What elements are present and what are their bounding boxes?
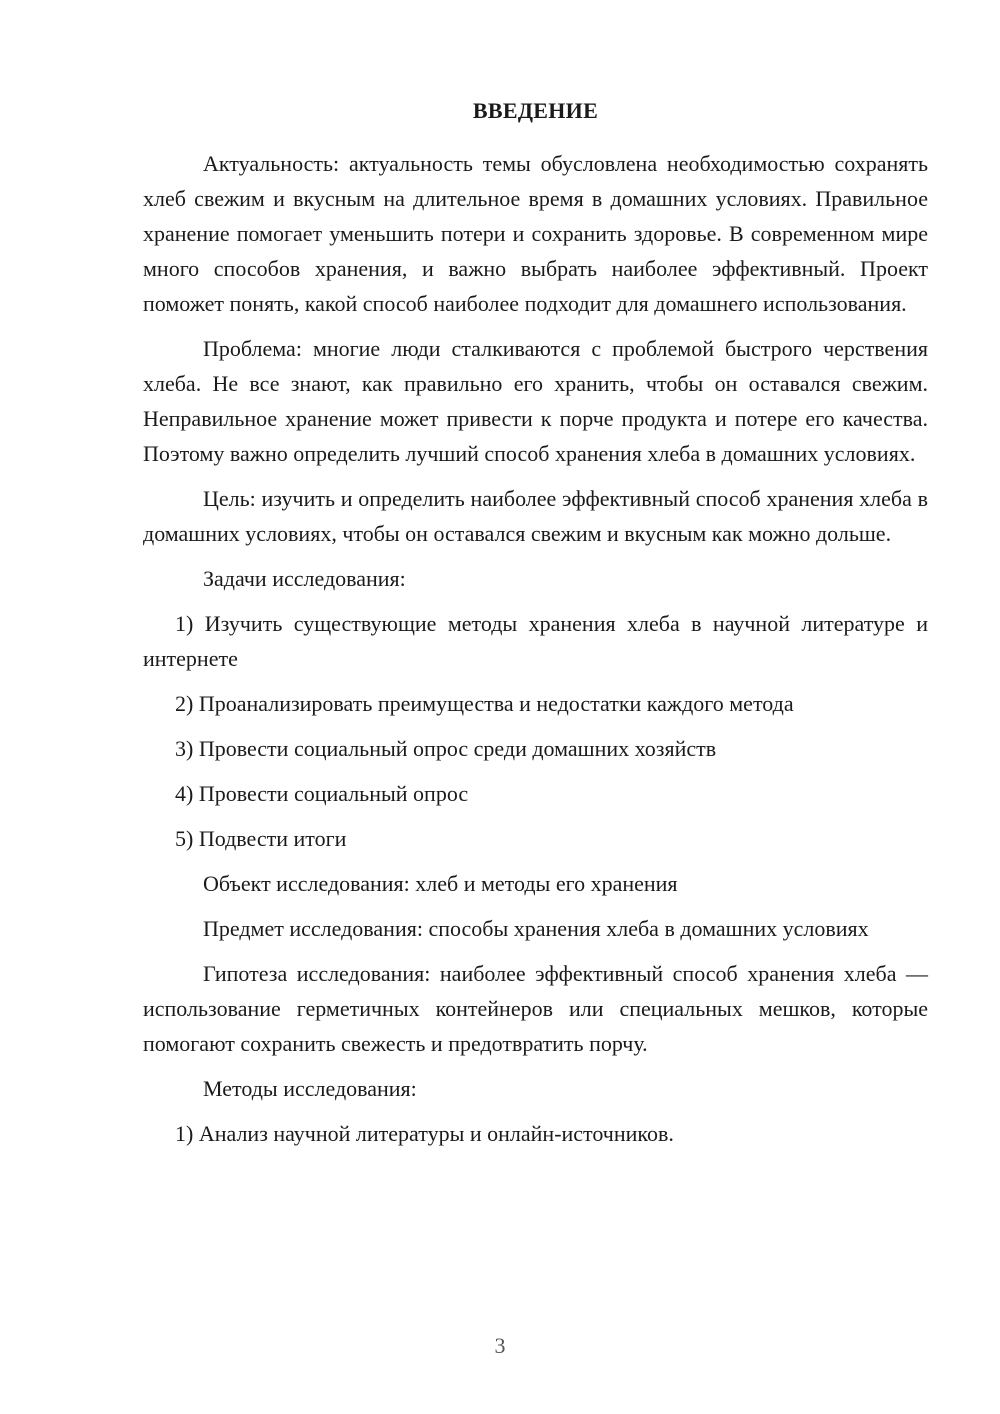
paragraph-problem: Проблема: многие люди сталкиваются с проблемой быстрого черствения хлеба. Не все знают, как правильно его хранить, чтобы он оставался свежим. Неправильное хранение может привести к порче продукта и потере его качества. Поэтому важно определить лучший способ хранения хлеба в домашних условиях. bbox=[143, 336, 928, 466]
document-page bbox=[143, 96, 928, 1151]
page-number: 3 bbox=[494, 1333, 506, 1358]
task-item-4: 4) Провести социальный опрос bbox=[175, 781, 469, 806]
tasks-heading: Задачи исследования: bbox=[203, 566, 406, 591]
methods-heading: Методы исследования: bbox=[203, 1076, 417, 1101]
task-item-3: 3) Провести социальный опрос среди домашних хозяйств bbox=[175, 736, 717, 761]
task-item-2: 2) Проанализировать преимущества и недостатки каждого метода bbox=[175, 691, 794, 716]
section-title: ВВЕДЕНИЕ bbox=[472, 98, 599, 123]
task-item-5: 5) Подвести итоги bbox=[175, 826, 347, 851]
paragraph-hypothesis: Гипотеза исследования: наиболее эффективный способ хранения хлеба — использование герметичных контейнеров или специальных мешков, которые помогают сохранить свежесть и предотвратить порчу. bbox=[143, 961, 928, 1056]
paragraph-relevance: Актуальность: актуальность темы обусловлена необходимостью сохранять хлеб свежим и вкусным на длительное время в домашних условиях. Правильное хранение помогает уменьшить потери и сохранить здоровье. В современном мире много способов хранения, и важно выбрать наиболее эффективный. Проект поможет понять, какой способ наиболее подходит для домашнего использования. bbox=[143, 151, 928, 316]
paragraph-subject: Предмет исследования: способы хранения хлеба в домашних условиях bbox=[203, 916, 869, 941]
method-item-1: 1) Анализ научной литературы и онлайн-источников. bbox=[175, 1121, 674, 1146]
task-item-1: 1) Изучить существующие методы хранения хлеба в научной литературе и интернете bbox=[143, 611, 928, 671]
paragraph-goal: Цель: изучить и определить наиболее эффективный способ хранения хлеба в домашних условиях, чтобы он оставался свежим и вкусным как можно дольше. bbox=[143, 486, 928, 546]
paragraph-object: Объект исследования: хлеб и методы его хранения bbox=[203, 871, 678, 896]
